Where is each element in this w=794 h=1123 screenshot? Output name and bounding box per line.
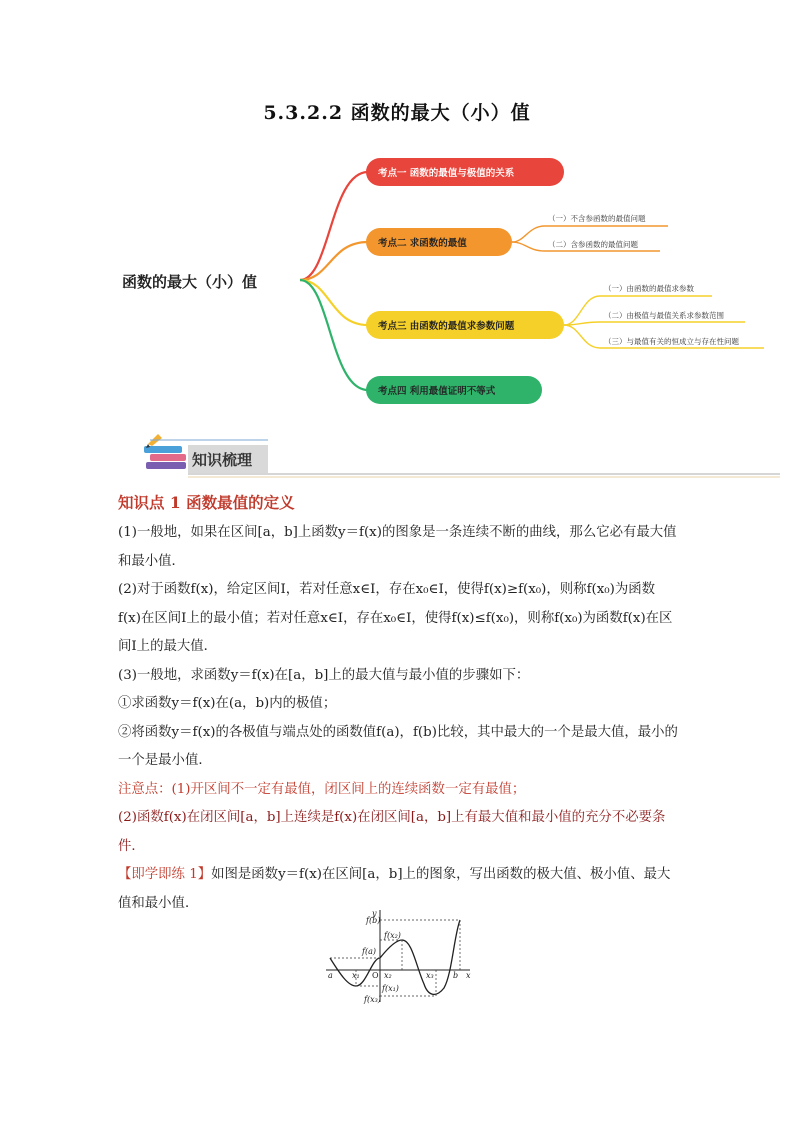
note-2: (2)函数f(x)在闭区间[a，b]上连续是f(x)在闭区间[a，b]上有最大值和最小值的充分不必要条件． xyxy=(118,810,666,854)
label-x: x xyxy=(466,971,471,980)
function-graph xyxy=(320,906,480,1006)
sub-line-3-2 xyxy=(564,322,745,325)
label-x3: x₃ xyxy=(426,971,434,980)
sub-2-1: （一）不含参函数的最值问题 xyxy=(548,214,646,223)
content xyxy=(118,487,678,918)
page-title: 5.3.2.2 函数的最大（小）值 xyxy=(263,102,531,124)
mind-map xyxy=(0,0,794,430)
note-1: 注意点：(1)开区间不一定有最值，闭区间上的连续函数一定有最值； xyxy=(118,781,526,797)
paragraph-1: (1)一般地，如果在区间[a，b]上函数y＝f(x)的图象是一条连续不断的曲线，那么它必有最大值和最小值． xyxy=(118,525,677,569)
label-y: y xyxy=(372,909,377,918)
branch-4-label: 考点四 利用最值证明不等式 xyxy=(378,386,496,397)
label-x2: x₂ xyxy=(384,971,392,980)
paragraph-5: ②将函数y＝f(x)的各极值与端点处的函数值f(a)，f(b)比较，其中最大的一个是最大值，最小的一个是最小值． xyxy=(118,724,678,768)
exercise-text: 如图是函数y＝f(x)在区间[a，b]上的图象，写出函数的极大值、极小值、最大值和最小值． xyxy=(118,867,671,911)
books-icon xyxy=(144,434,186,469)
paragraph-3: (3)一般地，求函数y＝f(x)在[a，b]上的最大值与最小值的步骤如下： xyxy=(118,667,530,683)
label-fa: f(a) xyxy=(362,947,376,956)
mind-map-root: 函数的最大（小）值 xyxy=(122,273,258,291)
label-x1: x₁ xyxy=(352,971,360,980)
sub-3-1: （一）由函数的最值求参数 xyxy=(604,284,694,293)
label-fx2: f(x₂) xyxy=(384,931,401,940)
sub-3-2: （二）由极值与最值关系求参数范围 xyxy=(604,311,724,320)
label-fb: f(b) xyxy=(366,916,381,925)
branch-1-label: 考点一 函数的最值与极值的关系 xyxy=(378,168,515,179)
label-origin: O xyxy=(372,971,379,980)
branch-line-1 xyxy=(300,172,368,280)
paragraph-4: ①求函数y＝f(x)在(a，b)内的极值； xyxy=(118,696,337,711)
branch-2-label: 考点二 求函数的最值 xyxy=(378,238,467,249)
sub-2-2: （二）含参函数的最值问题 xyxy=(548,240,638,249)
label-a: a xyxy=(328,971,333,980)
section-header xyxy=(140,432,780,480)
section-header-title: 知识梳理 xyxy=(192,451,253,469)
label-fx3: f(x₃) xyxy=(364,995,381,1004)
label-b: b xyxy=(453,971,459,980)
sub-3-3: （三）与最值有关的恒成立与存在性问题 xyxy=(604,337,739,346)
branch-line-4 xyxy=(300,280,368,390)
branch-3-label: 考点三 由函数的最值求参数问题 xyxy=(378,321,515,332)
paragraph-2: (2)对于函数f(x)，给定区间I，若对任意x∈I，存在x₀∈I，使得f(x)≥f(x₀)，则称f(x₀)为函数f(x)在区间I上的最小值；若对任意x∈I，存在x₀∈I，使得f(x)≤f(x₀)，则称f(x₀)为函数f(x)在区间I上的最大值． xyxy=(118,582,673,654)
knowledge-point-title: 知识点 1 函数最值的定义 xyxy=(118,493,295,512)
exercise-tag: 【即学即练 1】 xyxy=(118,867,212,882)
branch-line-3 xyxy=(300,280,368,325)
label-fx1: f(x₁) xyxy=(382,984,399,993)
